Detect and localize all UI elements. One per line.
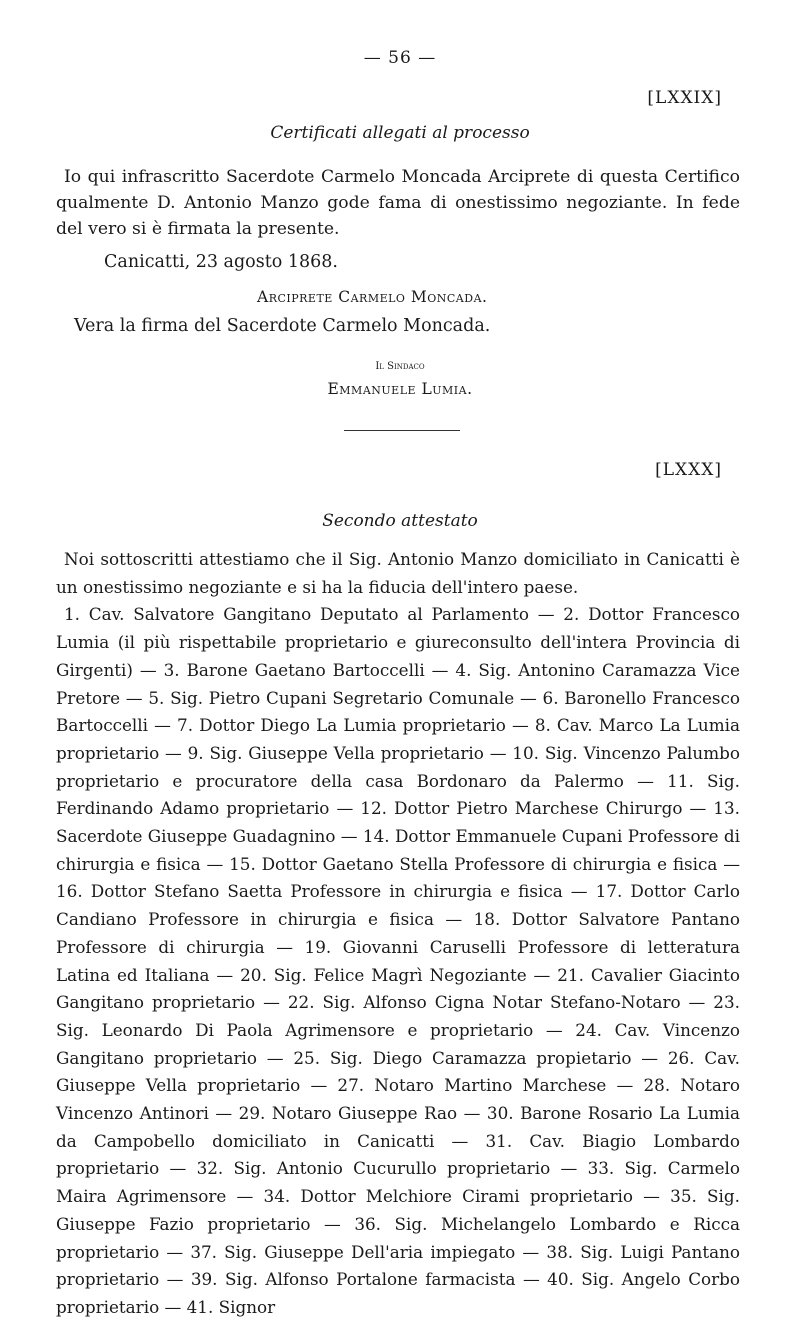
authentication-line: Vera la firma del Sacerdote Carmelo Moncada.: [74, 316, 491, 336]
certificate-body: [56, 164, 740, 242]
attestation-body: [56, 546, 740, 1322]
section-number: [LXXX]: [655, 460, 722, 480]
sindaco-label: Il Sindaco: [375, 361, 425, 372]
signature-arciprete: Arciprete Carmelo Moncada.: [257, 288, 488, 306]
section-title: Secondo attestato: [322, 511, 478, 531]
signatories-list: 1. Cav. Salvatore Gangitano Deputato al Parlamento — 2. Dottor Francesco Lumia (il più rispettabile proprietario e giureconsulto dell'intera Provincia di Girgenti) — 3. Barone Gaetano Bartoccelli — 4. Sig. Antonino Caramazza Vice Pretore — 5. Sig. Pietro Cupani Segretario Comunale — 6. Baronello Francesco Bartoccelli — 7. Dottor Diego La Lumia proprietario — 8. Cav. Marco La Lumia proprietario — 9. Sig. Giuseppe Vella proprietario — 10. Sig. Vincenzo Palumbo proprietario e procuratore della casa Bordonaro da Palermo — 11. Sig. Ferdinando Adamo proprietario — 12. Dottor Pietro Marchese Chirurgo — 13. Sacerdote Giuseppe Guadagnino — 14. Dottor Emmanuele Cupani Professore di chirurgia e fisica — 15. Dottor Gaetano Stella Professore di chirurgia e fisica — 16. Dottor Stefano Saetta Professore in chirurgia e fisica — 17. Dottor Carlo Candiano Professore in chirurgia e fisica — 18. Dottor Salvatore Pantano Professore di chirurgia — 19. Giovanni Caruselli Professore di letteratura Latina ed Italiana — 20. Sig. Felice Magrì Negoziante — 21. Cavalier Giacinto Gangitano proprietario — 22. Sig. Alfonso Cigna Notar Stefano-Notaro — 23. Sig. Leonardo Di Paola Agrimensore e proprietario — 24. Cav. Vincenzo Gangitano proprietario — 25. Sig. Diego Caramazza propietario — 26. Cav. Giuseppe Vella proprietario — 27. Notaro Martino Marchese — 28. Notaro Vincenzo Antinori — 29. Notaro Giuseppe Rao — 30. Barone Rosario La Lumia da Campobello domiciliato in Canicatti — 31. Cav. Biagio Lombardo proprietario — 32. Sig. Antonio Cucurullo proprietario — 33. Sig. Carmelo Maira Agrimensore — 34. Dottor Melchiore Cirami proprietario — 35. Sig. Giuseppe Fazio proprietario — 36. Sig. Michelangelo Lombardo e Ricca proprietario — 37. Sig. Giuseppe Dell'aria impiegato — 38. Sig. Luigi Pantano proprietario — 39. Sig. Alfonso Portalone farmacista — 40. Sig. Angelo Corbo proprietario — 41. Signor: [56, 604, 740, 1317]
section-divider: [344, 430, 460, 431]
certificate-text: Io qui infrascritto Sacerdote Carmelo Moncada Arciprete di questa Certifico qualmente D. Antonio Manzo gode fama di onestissimo negoziante. In fede del vero si è firmata la presente.: [56, 167, 740, 239]
signature-sindaco: Emmanuele Lumia.: [327, 380, 473, 398]
attestation-intro: Noi sottoscritti attestiamo che il Sig. Antonio Manzo domiciliato in Canicatti è un onestissimo negoziante e si ha la fiducia dell'intero paese.: [56, 549, 740, 597]
section-number: [LXXIX]: [647, 88, 722, 108]
section-title: Certificati allegati al processo: [270, 123, 530, 143]
date-line: Canicatti, 23 agosto 1868.: [104, 252, 338, 272]
page-number: — 56 —: [363, 48, 437, 68]
